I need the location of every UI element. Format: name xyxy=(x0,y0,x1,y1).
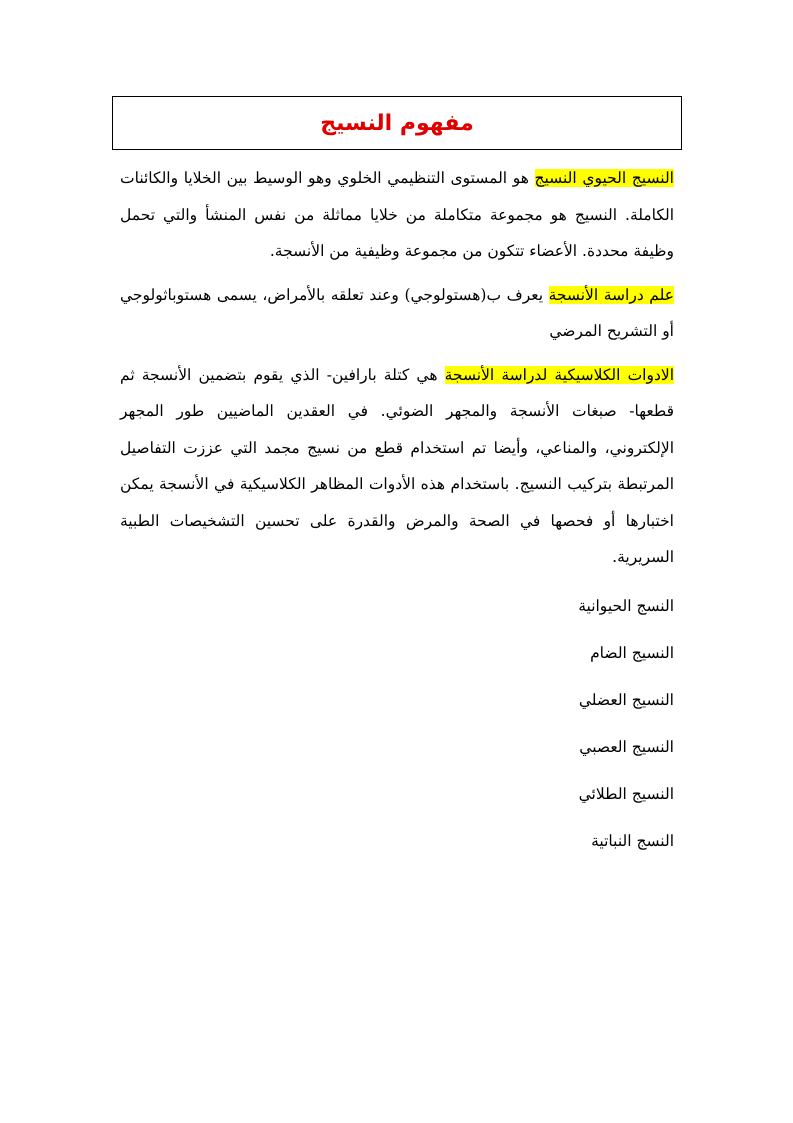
highlighted-term: النسيج الحيوي النسيج xyxy=(534,169,674,187)
list-item: النسيج الطلائي xyxy=(578,784,674,803)
paragraph-definition xyxy=(120,160,674,270)
paragraph-histology xyxy=(120,277,674,350)
list-item: النسج النباتية xyxy=(591,831,674,850)
highlighted-term: الادوات الكلاسيكية لدراسة الأنسجة xyxy=(444,365,674,384)
page-title: مفهوم النسيج xyxy=(320,110,474,136)
highlighted-term: علم دراسة الأنسجة xyxy=(548,285,674,304)
list-item: النسيج الضام xyxy=(590,643,674,662)
paragraph-text: يعرف ب(هستولوجي) وعند تعلقه بالأمراض، يسمى هستوباثولوجي أو التشريح المرضي xyxy=(120,285,674,340)
paragraph-text: هي كتلة بارافين- الذي يقوم بتضمين الأنسجة ثم قطعها- صبغات الأنسجة والمجهر الضوئي. في العقدين الماضيين طور المجهر الإلكتروني، والمناعي، وأيضا تم استخدام قطع من نسيج مجمد التي عززت التفاصيل المرتبطة بتركيب النسيج. باستخدام هذه الأدوات المظاهر الكلاسيكية في الأنسجة يمكن اختبارها أو فحصها في الصحة والمرض والقدرة على تحسين التشخيصات الطبية السريرية. xyxy=(120,365,674,566)
paragraph-text: هو المستوى التنظيمي الخلوي وهو الوسيط بين الخلايا والكائنات الكاملة. النسيج هو مجموعة متكاملة من خلايا مماثلة من نفس المنشأ والتي تحمل وظيفة محددة. الأعضاء تتكون من مجموعة وظيفية من الأنسجة. xyxy=(120,169,674,260)
list-item: النسيج العضلي xyxy=(578,690,674,709)
document-page xyxy=(112,96,682,865)
list-item: النسيج العصبي xyxy=(579,737,674,756)
list-item: النسج الحيوانية xyxy=(578,596,674,615)
title-box xyxy=(112,96,682,150)
paragraph-tools xyxy=(120,357,674,576)
tissue-types-list xyxy=(120,583,674,865)
